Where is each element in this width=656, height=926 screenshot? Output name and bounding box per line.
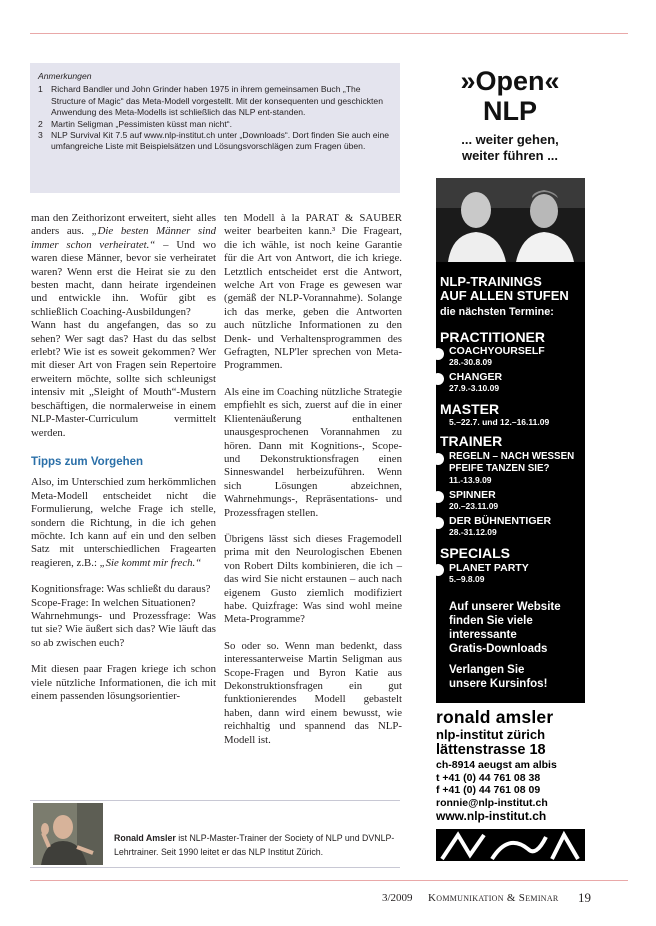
author-photo	[33, 803, 103, 865]
ad-section-practitioner: PRACTITIONER	[440, 329, 545, 345]
ad-contact	[436, 707, 585, 824]
bullet-icon	[432, 453, 444, 465]
ad-tagline-1: ... weiter gehen,	[461, 132, 559, 147]
section-heading: Tipps zum Vorgehen	[31, 455, 144, 468]
ad-course-buehne-date: 28.-31.12.09	[449, 527, 497, 537]
ad-section-trainer: TRAINER	[440, 433, 503, 449]
ad-intro-2: AUF ALLEN STUFEN	[440, 288, 569, 303]
ad-headline	[435, 66, 585, 164]
note-item	[38, 119, 392, 130]
paragraph: Mit diesen paar Fragen kriege ich schon viele nützliche Informationen, die ich mit einem passenden lösungsorientier-	[31, 663, 216, 702]
ad-section-specials: SPECIALS	[440, 545, 511, 561]
paragraph: Als eine im Coaching nützliche Strategie empfiehlt es sich, zuerst auf die in einer Klientenäußerung enthaltenen unausgesprochenen Vorannahmen zu hören. Dann mit Kognitions-, Scope- und Dekonstruktionsfragen einen Sinneswandel herbeizuführen. Wenn sich Lösungen abzeichnen, Wahrnehmungs-, Repräsentations- und Prozessfragen stellen.	[224, 385, 402, 519]
text: – Und wo waren diese Männer, bevor sie verheiratet waren? Wenn erst die Heirat sie zu den besten macht, dann heirate irgendeinen und entwickle ihn. Wofür gibt es schließlich Coaching-Ausbildungen?	[31, 238, 216, 318]
paragraph: So oder so. Wenn man bedenkt, dass interessanterweise Martin Seligman aus Scope-Fragen und Byron Katie aus Dekonstruktionsfragen ein gut funktionierendes Modell gebastelt haben, dann wird einem bewusst, wie reichhaltig und spannend das NLP-Modell ist.	[224, 639, 402, 746]
contact-fax: f +41 (0) 44 761 08 09	[436, 784, 541, 796]
ad-ask-1: Verlangen Sie	[449, 664, 525, 676]
ad-course-spinner-date: 20.–23.11.09	[449, 501, 499, 511]
note-item	[38, 84, 392, 118]
ad-section-master: MASTER	[440, 401, 500, 417]
footer-issue: 3/2009	[382, 892, 413, 904]
author-rule-bottom	[30, 867, 400, 868]
ad-schedule-panel	[436, 262, 585, 703]
trainers-photo-illustration	[436, 178, 585, 262]
note-item	[38, 130, 392, 153]
note-text: Richard Bandler und John Grinder haben 1975 in ihrem gemeinsamen Buch „The Structure of Magic“ das Meta-Modell vorgestellt. Mit der konsequenten und geschickten Anwendung des Meta-Modells ist schließlich das NLP ent-standen.	[51, 84, 383, 118]
ad-tagline-2: weiter führen ...	[461, 148, 559, 163]
top-rule	[30, 33, 628, 34]
contact-org: nlp-institut zürich	[436, 727, 546, 742]
ad-headline-open: »Open«	[460, 66, 560, 96]
bullet-icon	[432, 348, 444, 360]
ad-course-regeln-date: 11.-13.9.09	[449, 475, 492, 485]
author-bio	[114, 832, 399, 859]
ad-web-3: interessante	[449, 629, 517, 641]
logo-mark-icon	[436, 829, 585, 861]
paragraph	[31, 212, 216, 319]
paragraph: Kognitionsfrage: Was schließt du daraus?	[31, 583, 211, 596]
author-name: Ronald Amsler	[114, 833, 176, 843]
ad-course-regeln-1: REGELN – NACH WESSEN	[449, 451, 575, 462]
ad-ask-2: unsere Kursinfos!	[449, 678, 548, 690]
contact-name: ronald amsler	[436, 707, 554, 727]
notes-box	[30, 63, 400, 193]
quote: „Die besten Männer sind immer schon verheiratet.“	[31, 225, 216, 251]
article-column-2	[224, 212, 402, 747]
note-text: Martin Seligman „Pessimisten küsst man nicht“.	[51, 118, 233, 129]
contact-city: ch-8914 aeugst am albis	[436, 759, 557, 771]
ad-course-planet-date: 5.–9.8.09	[449, 574, 485, 584]
ad-photo	[436, 178, 585, 262]
ad-course-buehne: DER BÜHNENTIGER	[449, 515, 552, 527]
contact-street: lättenstrasse 18	[436, 742, 546, 758]
note-number: 1	[38, 84, 43, 95]
ad-web-1: Auf unserer Website	[449, 601, 561, 613]
ad-course-changer-date: 27.9.-3.10.09	[449, 383, 500, 393]
notes-title: Anmerkungen	[38, 71, 92, 81]
ad-master-date: 5.–22.7. und 12.–16.11.09	[449, 417, 550, 427]
note-number: 3	[38, 130, 43, 141]
paragraph: Wann hast du angefangen, das so zu sehen? Wer sagt das? Hast du das selbst erlebt? Wie ist es soweit gekommen? Wer mit dieser Art von Fragen sein Repertoire erweitern möchte, sollte sich schleunigst intensiv mit „Sleight of Mouth“-Mustern beschäftigen, die normalerweise in einem NLP-Master-Curriculum vermittelt werden.	[31, 319, 216, 439]
bullet-icon	[432, 564, 444, 576]
page-number: 19	[578, 890, 591, 905]
text: man den Zeithorizont erweitert, sieht alles anders aus.	[31, 212, 216, 238]
note-text: NLP Survival Kit 7.5 auf www.nlp-institut.ch unter „Downloads“. Dort finden Sie auch eine umfangreiche Liste mit Beispielsätzen und Lösungsvorschlägen zum Fragen üben.	[51, 130, 390, 152]
author-bio-text: ist NLP-Master-Trainer der Society of NLP und DVNLP-Lehrtrainer. Seit 1990 leitet er das NLP Institut Zürich.	[114, 833, 395, 857]
article-column-1	[31, 212, 216, 703]
ad-intro-1: NLP-TRAININGS	[440, 274, 542, 289]
ad-course-coach-date: 28.-30.8.09	[449, 357, 493, 367]
bottom-rule	[30, 880, 628, 881]
author-rule-top	[30, 800, 400, 801]
ad-course-spinner: SPINNER	[449, 489, 496, 501]
ad-headline-nlp: NLP	[483, 96, 537, 126]
author-portrait-illustration	[33, 803, 103, 865]
institute-logo	[436, 829, 585, 861]
ad-intro-3: die nächsten Termine:	[440, 306, 554, 318]
paragraph: Scope-Frage: In welchen Situationen?	[31, 596, 196, 609]
contact-website[interactable]: www.nlp-institut.ch	[436, 809, 547, 823]
paragraph: Wahrnehmungs- und Prozessfrage: Was tut sie? Wie äußert sich das? Wie läuft das so ab zwischen euch?	[31, 609, 216, 649]
note-number: 2	[38, 118, 43, 129]
bullet-icon	[432, 491, 444, 503]
bullet-icon	[432, 517, 444, 529]
footer-magazine: Kommunikation & Seminar	[428, 892, 559, 904]
contact-email[interactable]: ronnie@nlp-institut.ch	[436, 796, 548, 809]
text: Also, im Unterschied zum herkömmlichen Meta-Modell entscheidet nicht die Formulierung, welche Frage ich stelle, sondern die Richtung, in die ich gehen möchte. Ich kann auf ein und den selben Satz mit unterschiedlichen Fragearten reagieren, z.B.:	[31, 476, 216, 569]
paragraph	[31, 476, 216, 570]
bullet-icon	[432, 373, 444, 385]
ad-course-planet: PLANET PARTY	[449, 562, 529, 574]
ad-web-4: Gratis-Downloads	[449, 643, 548, 655]
quote: „Sie kommt mir frech.“	[99, 556, 202, 569]
contact-phone: t +41 (0) 44 761 08 38	[436, 771, 541, 784]
ad-course-changer: CHANGER	[449, 371, 503, 383]
ad-course-regeln-2: PFEIFE TANZEN SIE?	[449, 463, 550, 474]
ad-web-2: finden Sie viele	[449, 615, 533, 627]
ad-course-coach: COACHYOURSELF	[449, 345, 545, 357]
paragraph: Übrigens lässt sich dieses Fragemodell prima mit den Neurologischen Ebenen von Robert Dilts kombinieren, die ich – das wird Sie nicht erstaunen – auch nach eigenem Gusto ziemlich modifiziert habe. Quizfrage: Was sind wohl meine Meta-Programme?	[224, 532, 402, 626]
paragraph: ten Modell à la PARAT & SAUBER weiter bearbeiten kann.³ Die Frageart, die ich wähle, ist noch keine Garantie für die Art von Antwort, die ich kriege. Letztlich entscheidet erst die Antwort, welche Art von Frage es gewesen war (gemäß der NLP-Vorannahme). Solange ich das merke, geben die Antworten auch nützliche Informationen zu den Denk- und Verhaltensprogrammen des Gefragten, NLP'ler sprechen von Meta-Programmen.	[224, 212, 402, 372]
